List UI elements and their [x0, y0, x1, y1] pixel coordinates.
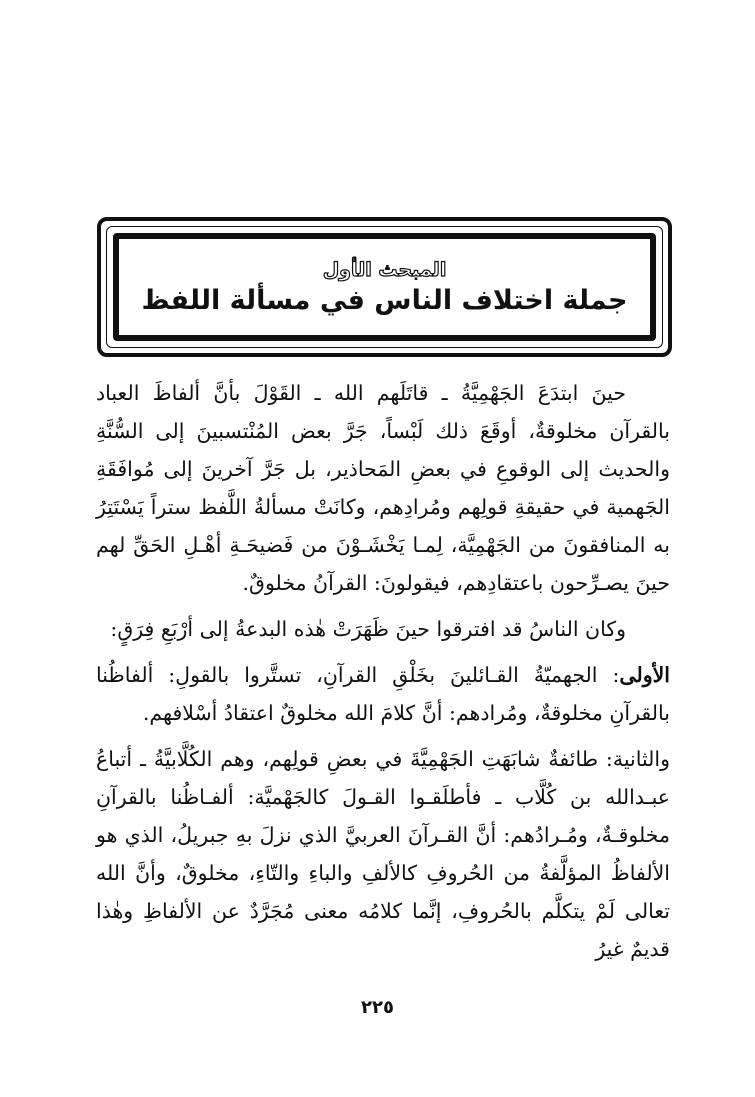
section-title-box — [113, 233, 656, 341]
section-title: جملة اختلاف الناس في مسألة اللفظ — [141, 284, 628, 316]
body-text — [96, 374, 670, 968]
first-sect-text: : الجهميّةُ القـائلينَ بخَلْقِ القرآنِ، تستَّروا بالقولِ: ألفاظُنا بالقرآنِ مخلوقةٌ، ومُرادهم: أنَّ كلامَ الله مخلوقٌ اعتقادُ أسْلافهم. — [96, 663, 670, 725]
page-number: ٢٢٥ — [361, 997, 394, 1018]
section-title-frame — [97, 217, 672, 357]
section-label: المبحث الأول — [322, 258, 447, 281]
paragraph-second-sect: والثانية: طائفةٌ شابَهَتِ الجَهْمِيَّةَ في بعضِ قولِهم، وهم الكُلَّابيَّةُ ـ أتباعُ عبـدالله بن كُلَّاب ـ فأطلَقـوا القـولَ كالجَهْميَّة: ألفـاظُنا بالقرآنِ مخلوقـةٌ، ومُـرادُهم: أنَّ القـرآنَ العربيَّ الذي نزلَ بهِ جبريلُ، الذي هو الألفاظُ المؤلَّفةُ من الحُروفِ كالألفِ والباءِ والتّاءِ، مخلوقٌ، وأنَّ الله تعالى لَمْ يتكلَّم بالحُروفِ، إنَّما كلامُه معنى مُجَرَّدٌ عن الألفاظِ وهٰذا قديمٌ غيرُ — [96, 747, 670, 961]
paragraph-sects: وكان الناسُ قد افترقوا حينَ ظَهَرَتْ هٰذه البدعةُ إلى أرْبَعِ فِرَقٍ: — [110, 617, 626, 641]
paragraph-intro: حينَ ابتدَعَ الجَهْمِيَّةُ ـ قاتَلَهم الله ـ القَوْلَ بأنَّ ألفاظَ العباد بالقرآن مخلوقةٌ، أوقَعَ ذلك لَبْساً، جَرَّ بعض المُنْتسبينَ إلى السُّنَّةِ والحديث إلى الوقوعِ في بعضِ المَحاذير، بل جَرَّ آخرينَ إلى مُوافَقَةِ الجَهمية في حقيقةِ قولِهم ومُرادِهم، وكانَتْ مسألةُ اللَّفظ ستراً يَسْتَتِرُ به المنافقونَ من الجَهْمِيَّة، لِمـا يَخْشَـوْنَ من فَضيحَـةِ أهْـلِ الحَقِّ لهم حينَ يصـرِّحون باعتقادِهم، فيقولونَ: القرآنُ مخلوقٌ. — [96, 381, 670, 595]
first-sect-heading: الأولى — [619, 663, 670, 687]
paragraph-first-sect — [96, 656, 670, 732]
section-title-frame-inner — [106, 226, 663, 348]
